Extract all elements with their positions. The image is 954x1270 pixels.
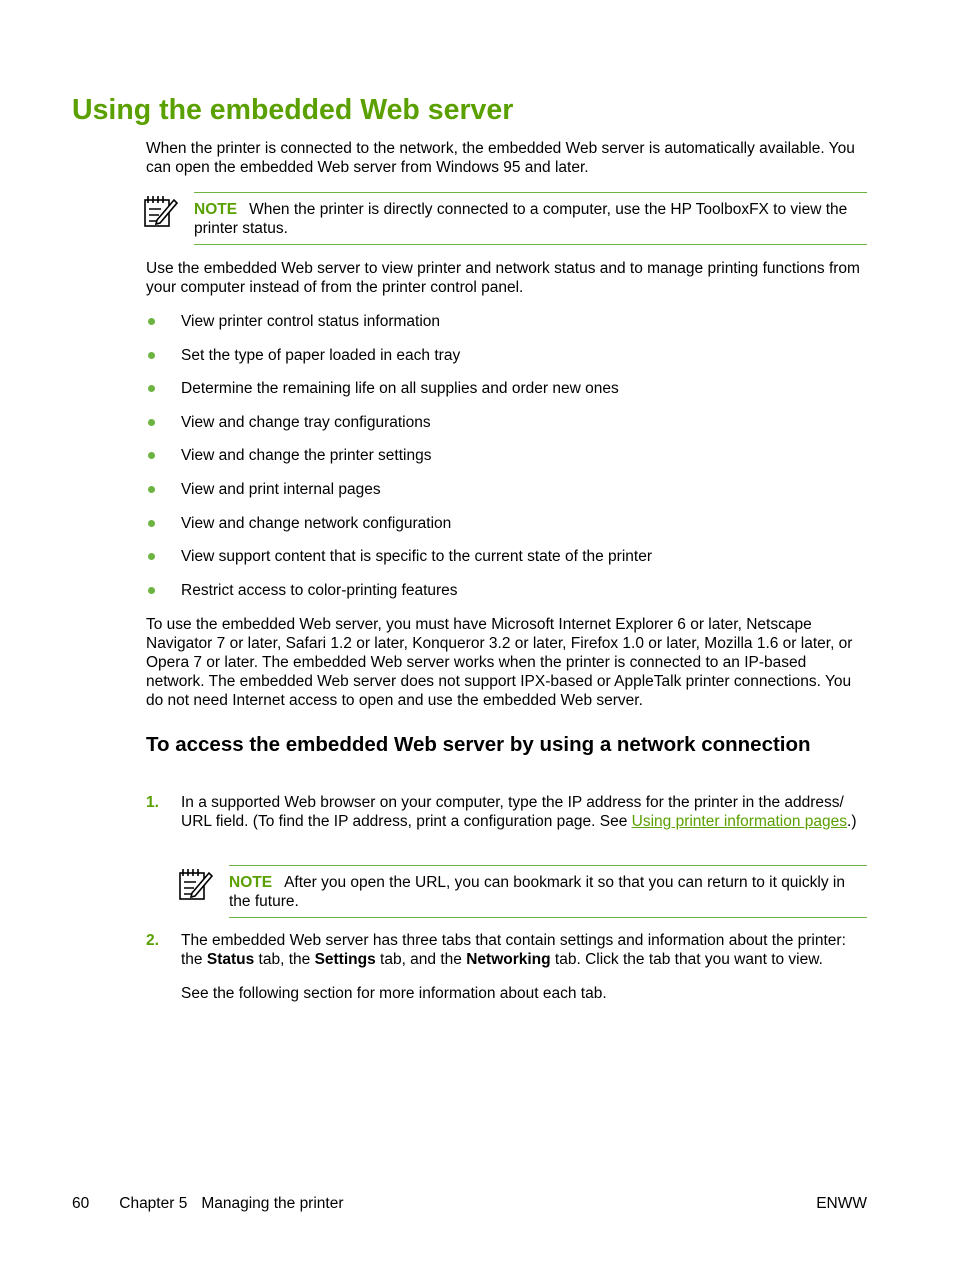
list-item: View and change tray configurations bbox=[146, 413, 868, 447]
page-number: 60 bbox=[72, 1195, 90, 1212]
bullet-icon bbox=[148, 352, 155, 359]
bullet-icon bbox=[148, 587, 155, 594]
list-item: View and change network configuration bbox=[146, 514, 868, 548]
step-number: 1. bbox=[146, 794, 159, 811]
bullet-icon bbox=[148, 520, 155, 527]
printer-info-pages-link[interactable]: Using printer information pages bbox=[631, 813, 848, 830]
list-item: Set the type of paper loaded in each tray bbox=[146, 346, 868, 380]
intro-paragraph: When the printer is connected to the network, the embedded Web server is automatically available. You can open the embedded Web server from Windows 95 and later. bbox=[146, 140, 855, 176]
step-2 bbox=[146, 931, 868, 969]
note-box bbox=[229, 865, 867, 918]
bullet-icon bbox=[148, 553, 155, 560]
bullet-icon bbox=[148, 452, 155, 459]
list-item: Restrict access to color-printing features bbox=[146, 581, 868, 615]
footer-edition: ENWW bbox=[816, 1195, 867, 1212]
bullet-icon bbox=[148, 385, 155, 392]
list-item: View printer control status information bbox=[146, 312, 868, 346]
note-pad-icon bbox=[143, 194, 179, 228]
list-item: View and change the printer settings bbox=[146, 446, 868, 480]
note-text: After you open the URL, you can bookmark it so that you can return to it quickly in the future. bbox=[229, 874, 845, 910]
chapter-title: Managing the printer bbox=[201, 1195, 344, 1212]
step-text: The embedded Web server has three tabs that contain settings and information about the printer: the Status tab, the Settings tab, and the Networking tab. Click the tab that you want to view. bbox=[181, 932, 846, 968]
note-label: NOTE bbox=[229, 874, 273, 891]
requirements-paragraph: To use the embedded Web server, you must have Microsoft Internet Explorer 6 or later, Netscape Navigator 7 or later, Safari 1.2 or later, Konqueror 3.2 or later, Firefox 1.0 or later, Mozilla 1.6 or later, or Opera 7 or later. The embedded Web server works when the printer is connected to an IP-based network. The embedded Web server does not support IPX-based or AppleTalk printer connections. You do not need Internet access to open and use the embedded Web server. bbox=[146, 616, 853, 709]
note-label: NOTE bbox=[194, 201, 238, 218]
section-heading: To access the embedded Web server by using a network connection bbox=[146, 733, 811, 756]
bullet-icon bbox=[148, 419, 155, 426]
step-text: In a supported Web browser on your computer, type the IP address for the printer in the address/ URL field. (To find the IP address, print a configuration page. See Using printer information pages.) bbox=[181, 794, 857, 830]
status-tab-name: Status bbox=[206, 951, 255, 968]
step-number: 2. bbox=[146, 932, 159, 949]
note-text: When the printer is directly connected to a computer, use the HP ToolboxFX to view the printer status. bbox=[194, 201, 848, 237]
step-1 bbox=[146, 793, 868, 831]
footer-left bbox=[72, 1194, 344, 1213]
bullet-icon bbox=[148, 318, 155, 325]
list-item: Determine the remaining life on all supplies and order new ones bbox=[146, 379, 868, 413]
settings-tab-name: Settings bbox=[314, 951, 376, 968]
list-item: View and print internal pages bbox=[146, 480, 868, 514]
list-item: View support content that is specific to the current state of the printer bbox=[146, 547, 868, 581]
note-box bbox=[194, 192, 867, 245]
feature-list bbox=[146, 312, 868, 614]
bullet-icon bbox=[148, 486, 155, 493]
networking-tab-name: Networking bbox=[466, 951, 551, 968]
chapter-label: Chapter 5 bbox=[119, 1195, 188, 1212]
note-pad-icon bbox=[178, 867, 214, 901]
step-2-followup: See the following section for more information about each tab. bbox=[181, 985, 607, 1002]
usage-paragraph: Use the embedded Web server to view printer and network status and to manage printing functions from your computer instead of from the printer control panel. bbox=[146, 260, 860, 296]
page-title: Using the embedded Web server bbox=[72, 94, 514, 126]
